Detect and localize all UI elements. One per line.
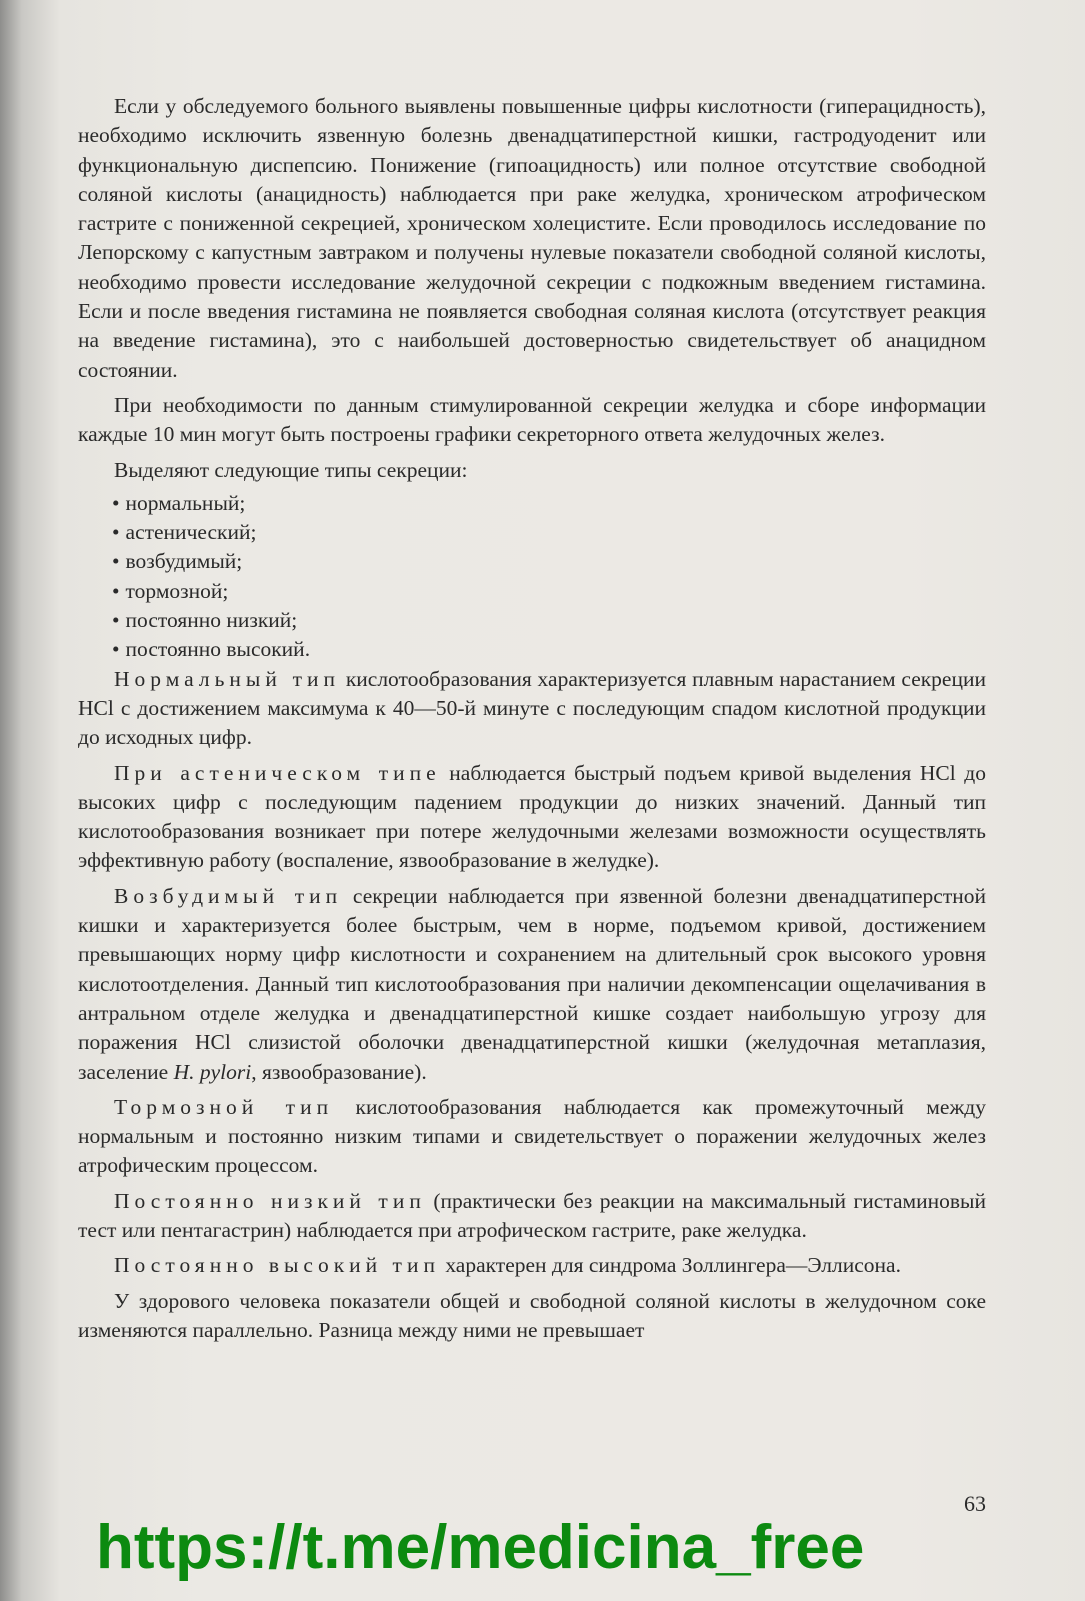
secretion-types-list (78, 489, 986, 665)
list-item: • тормозной; (112, 577, 986, 606)
paragraph-normal-type (78, 665, 986, 753)
text-excitable-2: , язвообразование). (251, 1059, 427, 1084)
list-item: • нормальный; (112, 489, 986, 518)
paragraph-asthenic-type (78, 759, 986, 876)
paragraph-types-intro: Выделяют следующие типы секреции: (114, 457, 468, 482)
list-item: • постоянно низкий; (112, 606, 986, 635)
paragraph-high-type (78, 1251, 986, 1280)
term-high: Постоянно высокий тип (114, 1253, 440, 1278)
paragraph-acidity: Если у обследуемого больного выявлены повышенные цифры кислотности (гиперацидность), необходимо исключить язвенную болезнь двенадцатиперстной кишки, гастродуоденит или функциональную диспепсию. Понижение (гипоацидность) или полное отсутствие свободной соляной кислоты (анацидность) наблюдается при раке желудка, хроническом атрофическом гастрите с пониженной секрецией, хроническом холецистите. Если проводилось исследование по Лепорскому с капустным завтраком и получены нулевые показатели свободной соляной кислоты, необходимо провести исследование желудочной секреции с подкожным введением гистамина. Если и после введения гистамина не появляется свободная соляная кислота (отсутствует реакция на введение гистамина), это с наибольшей достоверностью свидетельствует об анацидном состоянии. (78, 94, 986, 382)
list-item: • постоянно высокий. (112, 635, 986, 664)
paragraph-low-type (78, 1187, 986, 1246)
list-item: • возбудимый; (112, 547, 986, 576)
term-excitable: Возбудимый тип (114, 883, 343, 908)
paragraph-graphs: При необходимости по данным стимулированной секреции желудка и сборе информации каждые 10 мин могут быть построены графики секреторного ответа желудочных желез. (78, 392, 986, 447)
text-low: (практически без реакции на максимальный гистаминовый тест или пентагастрин) наблюдается при атрофическом гастрите, раке желудка. (78, 1188, 987, 1242)
watermark-link[interactable]: https://t.me/medicina_free (96, 1513, 865, 1582)
paragraph-inhibitory-type (78, 1093, 986, 1181)
page-text (78, 92, 986, 1345)
paragraph-healthy: У здорового человека показатели общей и свободной соляной кислоты в желудочном соке изменяются параллельно. Разница между ними не превышает (78, 1288, 986, 1342)
term-asthenic: При астеническом типе (114, 760, 441, 785)
text-excitable-1: секреции наблюдается при язвенной болезни двенадцатиперстной кишки и характеризуется более быстрым, чем в норме, подъемом кривой, достижением превышающих норму цифр кислотности и сохранением на длительный срок высокого уровня кислотоотделения. Данный тип кислотообразования при наличии декомпенсации ощелачивания в антральном отделе желудка и двенадцатиперстной кишке создает наибольшую угрозу для поражения HCl слизистой оболочки двенадцатиперстной кишки (желудочная метаплазия, заселение (78, 883, 986, 1084)
text-inhibitory: кислотообразования наблюдается как промежуточный между нормальным и постоянно низким типами и свидетельствует о поражении желудочных желез атрофическим процессом. (78, 1094, 986, 1178)
page-number: 63 (964, 1491, 986, 1516)
list-item: • астенический; (112, 518, 986, 547)
text-asthenic: наблюдается быстрый подъем кривой выделения HCl до высоких цифр с последующим падением продукции до низких значений. Данный тип кислотообразования возникает при потере желудочными железами возможности осуществлять эффективную работу (воспаление, язвообразование в желудке). (78, 760, 986, 873)
paragraph-excitable-type (78, 882, 986, 1087)
text-h-pylori: H. pylori (173, 1059, 252, 1084)
term-inhibitory: Тормозной тип (114, 1094, 334, 1119)
term-normal: Нормальный тип (114, 666, 341, 691)
term-low: Постоянно низкий тип (114, 1188, 426, 1213)
text-high: характерен для синдрома Золлингера—Эллисона. (439, 1253, 901, 1278)
text-normal: кислотообразования характеризуется плавным нарастанием секреции HCl с достижением максимума к 40—50-й минуте с последующим спадом кислотной продукции до исходных цифр. (78, 666, 986, 750)
